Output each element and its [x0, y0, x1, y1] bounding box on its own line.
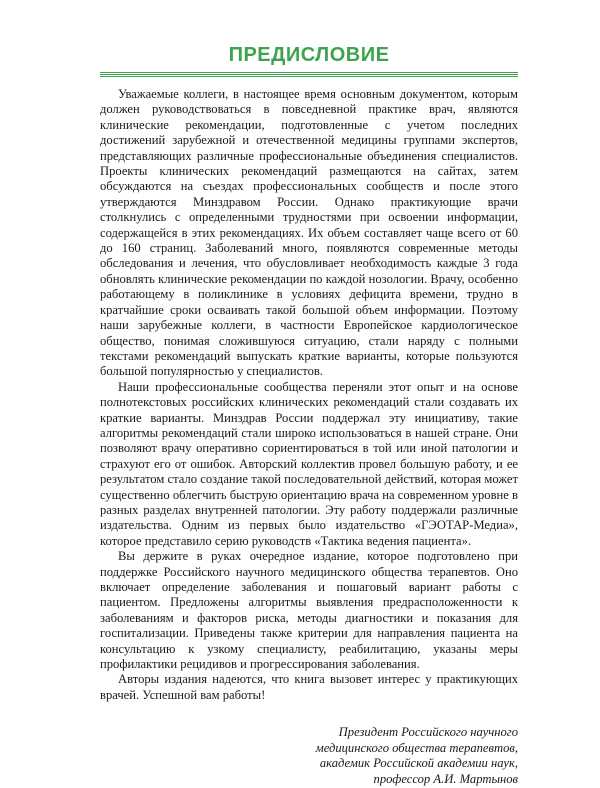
paragraph: Авторы издания надеются, что книга вызовет интерес у практикующих врачей. Успешной вам работы! [100, 672, 518, 702]
signature-line: профессор А.И. Мартынов [373, 772, 518, 787]
signature-line: Президент Российского научного [338, 725, 518, 740]
preface-body [100, 87, 518, 703]
paragraph: Вы держите в руках очередное издание, которое подготовлено при поддержке Российского научного медицинского общества терапевтов. Оно включает определение заболевания и пошаговый вариант работы с пациентом. Предложены алгоритмы выявления предрасположенности к заболеваниям и факторов риска, методы диагностики и показания для госпитализации. Приведены также критерии для направления пациента на консультацию к узкому специалисту, реабилитацию, указаны меры профилактики рецидивов и прогрессирования заболевания. [100, 549, 518, 672]
page-title: ПРЕДИСЛОВИЕ [228, 44, 390, 66]
signature-block [100, 725, 518, 787]
signature-line: академик Российской академии наук, [319, 756, 518, 771]
signature-line: медицинского общества терапевтов, [315, 740, 518, 755]
paragraph: Наши профессиональные сообщества переняли этот опыт и на основе полнотекстовых российских клинических рекомендаций стали создавать их краткие варианты. Минздрав России поддержал эту инициативу, такие алгоритмы рекомендаций стали широко использоваться в нашей стране. Они позволяют врачу оперативно сориентироваться в той или иной патологии и страхуют его от ошибок. Авторский коллектив провел большую работу, и ее результатом стало создание такой последовательной действий, которая может существенно облегчить быструю ориентацию врача на современном уровне в разных разделах внутренней патологии. Эту работу поддержали различные издательства. Одним из первых было издательство «ГЭОТАР-Медиа», которое представило серию руководств «Тактика ведения пациента». [100, 379, 518, 548]
preface-page [100, 42, 518, 788]
paragraph: Уважаемые коллеги, в настоящее время основным документом, которым должен руководствоваться в повседневной практике врач, являются клинические рекомендации, подготовленные с учетом последних достижений зарубежной и отечественной медицины группами экспертов, представляющих различные профессиональные объединения специалистов. Проекты клинических рекомендаций размещаются на сайтах, затем обсуждаются на съездах профессиональных сообществ и после этого утверждаются Минздравом России. Однако практикующие врачи столкнулись с определенными трудностями при освоении информации, содержащейся в этих рекомендациях. Их объем составляет чаще всего от 60 до 160 страниц. Заболеваний много, появляются современные методы обследования и лечения, что обусловливает необходимость каждые 3 года обновлять клинические рекомендации по каждой нозологии. Врачу, особенно работающему в поликлинике в условиях дефицита времени, трудно в кратчайшие сроки осваивать такой большой объем информации. Поэтому наши зарубежные коллеги, в частности Европейское кардиологическое общество, понимая сложившуюся ситуацию, стали наряду с полными текстами рекомендаций выпускать краткие варианты, которые пользуются большой популярностью у специалистов. [100, 87, 518, 379]
title-divider [100, 72, 518, 77]
